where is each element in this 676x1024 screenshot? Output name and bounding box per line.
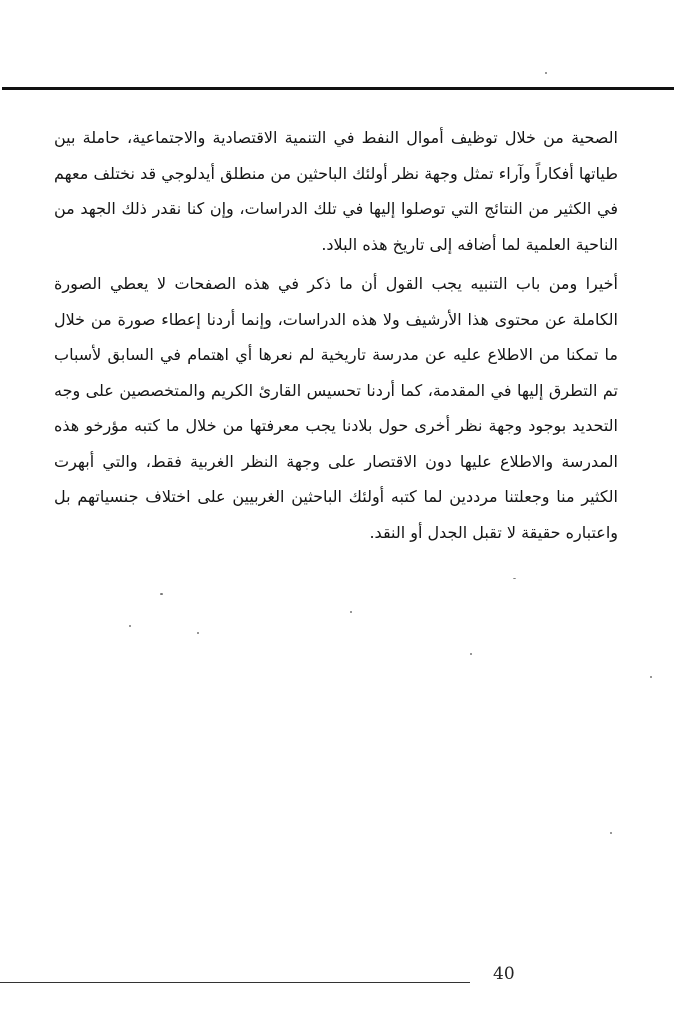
scan-speck <box>350 611 352 613</box>
scan-speck <box>650 676 652 678</box>
paragraph-1: الصحية من خلال توظيف أموال النفط في التنمية الاقتصادية والاجتماعية، حاملة بين طياتها أفكاراً وآراء تمثل وجهة نظر أولئك الباحثين من منطلق أيدلوجي قد نختلف معهم في الكثير من النتائج التي توصلوا إليها في تلك الدراسات، وإن كنا نقدر ذلك الجهد من الناحية العلمية لما أضافه إلى تاريخ هذه البلاد. <box>54 128 618 254</box>
scan-speck <box>470 653 472 655</box>
footer-rule <box>0 982 470 983</box>
scan-speck <box>160 593 163 595</box>
page-number: 40 <box>493 964 515 984</box>
scan-speck <box>610 832 612 834</box>
paragraph-2: أخيرا ومن باب التنبيه يجب القول أن ما ذكر في هذه الصفحات لا يعطي الصورة الكاملة عن محتوى هذا الأرشيف ولا هذه الدراسات، وإنما أردنا إعطاء صورة من خلال ما تمكنا من الاطلاع عليه عن مدرسة تاريخية لم نعرها أي اهتمام في السابق لأسباب تم التطرق إليها في المقدمة، كما أردنا تحسيس القارئ الكريم والمتخصصين على وجه التحديد بوجود وجهة نظر أخرى حول بلادنا يجب معرفتها من خلال ما كتبه مؤرخو هذه المدرسة والاطلاع عليها دون الاقتصار على وجهة النظر الغربية فقط، والتي أبهرت الكثير منا وجعلتنا مرددين لما كتبه أولئك الباحثين الغربيين على اختلاف جنسياتهم بل واعتباره حقيقة لا تقبل الجدل أو النقد. <box>54 274 618 542</box>
scan-speck <box>545 72 547 74</box>
header-rule <box>2 87 674 90</box>
scan-speck <box>129 625 131 627</box>
scan-speck <box>513 578 516 579</box>
scan-speck <box>197 632 199 634</box>
